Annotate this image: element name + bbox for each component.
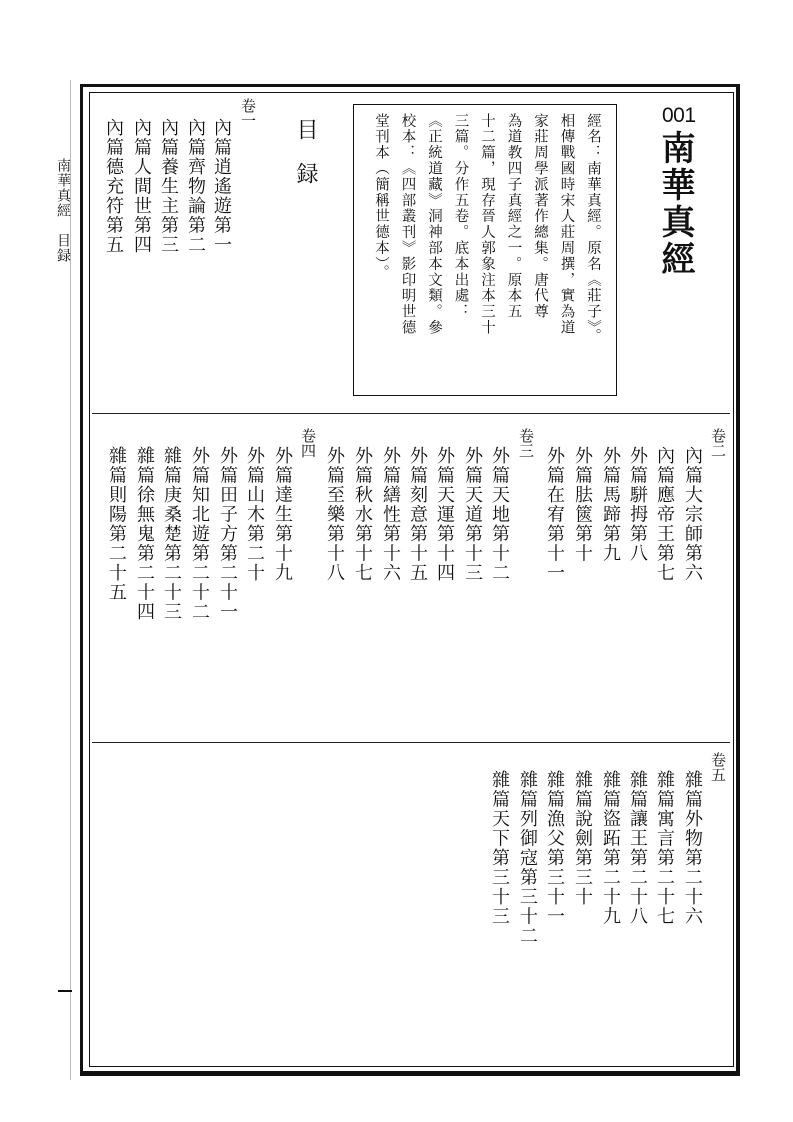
toc-entry: 內篇大宗師第六 [682,446,703,583]
toc-entry: 外篇田子方第二十一 [217,446,238,622]
toc-entry: 雜篇讓王第二十八 [627,770,648,926]
toc-entry: 外篇至樂第十八 [324,446,345,583]
note-line: 三篇。分作五卷。底本出處： [452,113,469,320]
toc-entry: 內篇德充符第五 [103,118,124,255]
margin-title: 南華真經 目録 [55,158,71,263]
note-line: 堂刊本（簡稱世德本）。 [373,113,389,281]
volume-label: 卷三 [517,428,535,458]
note-line: 經名：南華真經。原名《莊子》。 [585,113,601,345]
toc-entry: 雜篇寓言第二十七 [654,770,675,926]
toc-entry: 雜篇則陽第二十五 [106,446,127,602]
toc-entry: 雜篇外物第二十六 [682,770,703,926]
toc-entry: 雜篇庚桑楚第二十三 [161,446,182,622]
toc-entry: 外篇山木第二十 [244,446,265,583]
toc-entry: 內篇齊物論第二 [185,118,206,255]
page-number-mark [58,990,72,992]
note-line: 十二篇，現存晉人郭象注本三十 [479,113,495,336]
book-title: 南華真經 [655,130,695,278]
volume-label: 卷二 [709,428,727,458]
toc-entry: 外篇知北遊第二十二 [189,446,210,622]
toc-entry: 雜篇說劍第三十 [572,770,593,907]
toc-entry: 內篇逍遙遊第一 [211,118,232,255]
toc-entry: 外篇刻意第十五 [407,446,428,583]
note-line: 家莊周學派著作總集。唐代尊 [532,113,548,320]
note-line: 校本：《四部叢刊》影印明世德 [399,113,416,336]
toc-entry: 外篇天道第十三 [462,446,483,583]
document-number: 001 [662,104,696,127]
note-line: 為道教四子真經之一。原本五 [505,113,522,320]
section-divider-1 [92,413,730,414]
toc-entry: 外篇天地第十二 [489,446,510,583]
volume-label: 卷五 [709,752,727,782]
toc-entry: 外篇達生第十九 [272,446,293,583]
toc-entry: 雜篇列御寇第三十二 [517,770,538,946]
toc-entry: 外篇在宥第十一 [544,446,565,583]
note-box [353,104,617,396]
toc-entry: 外篇駢拇第八 [627,446,648,563]
section-divider-2 [92,742,730,743]
toc-entry: 雜篇盜跖第二十九 [600,770,621,926]
note-line: 相傳戰國時宋人莊周撰，實為道 [558,113,575,336]
toc-entry: 外篇胠篋第十 [572,446,593,563]
note-line: 《正統道藏》洞神部本文類。參 [426,113,442,336]
toc-entry: 內篇養生主第三 [158,118,179,255]
toc-entry: 雜篇漁父第三十一 [544,770,565,926]
toc-entry: 外篇秋水第十七 [352,446,373,583]
toc-entry: 雜篇徐無鬼第二十四 [134,446,155,622]
toc-heading: 目録 [293,118,318,206]
toc-entry: 外篇天運第十四 [434,446,455,583]
volume-label: 卷一 [239,98,257,128]
toc-entry: 外篇繕性第十六 [380,446,401,583]
toc-entry: 內篇人間世第四 [131,118,152,255]
note-text [368,113,607,344]
toc-entry: 內篇應帝王第七 [654,446,675,583]
toc-entry: 外篇馬蹄第九 [600,446,621,563]
volume-label: 卷四 [299,428,317,458]
toc-entry: 雜篇天下第三十三 [489,770,510,926]
